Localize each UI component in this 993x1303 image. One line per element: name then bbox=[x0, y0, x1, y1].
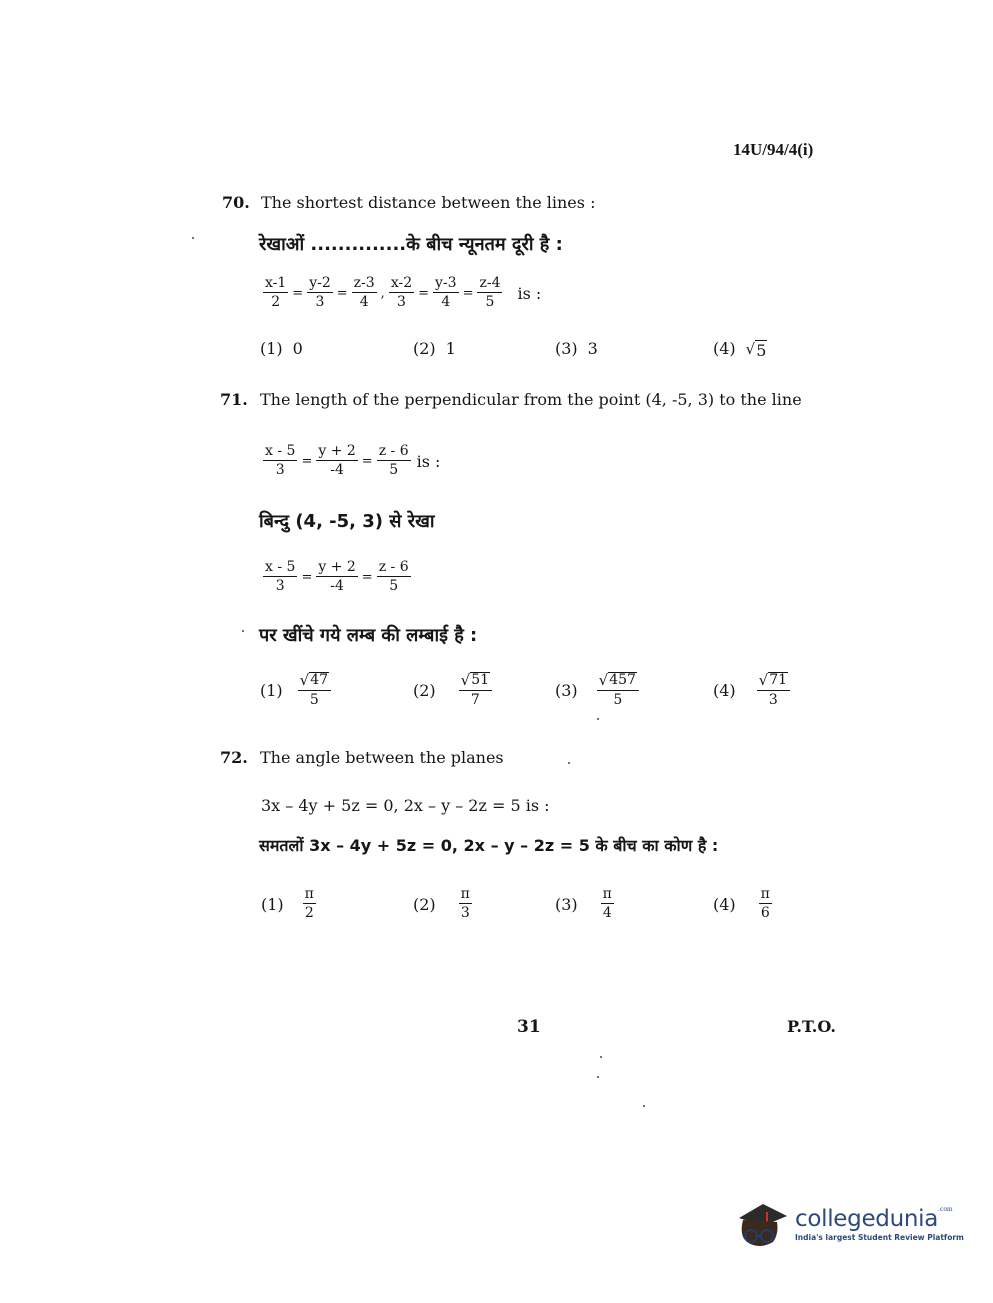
fraction: $\frac{\pi}{6}$ bbox=[760, 886, 770, 922]
fraction: √ 47 5 bbox=[298, 672, 331, 709]
logo-suffix: .com bbox=[938, 1206, 953, 1213]
fraction: $\frac{\pi}{3}$ bbox=[460, 886, 470, 922]
page-number: 31 bbox=[517, 1017, 541, 1037]
scan-speck bbox=[600, 1056, 602, 1058]
question-71-option-3[interactable]: (3) √ 457 5 bbox=[555, 672, 640, 709]
question-71-option-2[interactable]: (2) √ 51 7 bbox=[413, 672, 493, 709]
scan-speck bbox=[643, 1105, 645, 1107]
question-71-line-equation: $\frac{x - 5}{3}$ = $\frac{y + 2}{-4}$ = $\frac{z - 6}{5}$ is : bbox=[265, 443, 441, 479]
fraction: $\frac{y + 2}{-4}$ bbox=[318, 559, 356, 595]
scan-speck bbox=[192, 237, 194, 239]
question-72-option-1[interactable]: (1) $\frac{\pi}{2}$ bbox=[261, 886, 314, 922]
question-71-option-4[interactable]: (4) √ 71 3 bbox=[713, 672, 791, 709]
question-70-hindi: रेखाओं ..............के बीच न्यूनतम दूरी है : bbox=[259, 234, 563, 255]
fraction: $\frac{y-3}{4}$ bbox=[435, 275, 457, 311]
scan-speck bbox=[597, 718, 599, 720]
question-71-line-equation-hindi: $\frac{x - 5}{3}$ = $\frac{y + 2}{-4}$ = $\frac{z - 6}{5}$ bbox=[265, 559, 409, 595]
logo-name: collegedunia bbox=[795, 1206, 939, 1232]
fraction: $\frac{\pi}{4}$ bbox=[602, 886, 612, 922]
question-71-hindi-line-2: पर खींचे गये लम्ब की लम्बाई है : bbox=[259, 625, 478, 646]
question-72-number: 72. bbox=[220, 748, 248, 767]
fraction: $\frac{z - 6}{5}$ bbox=[378, 443, 409, 479]
question-70-option-3[interactable]: (3) 3 bbox=[555, 339, 598, 358]
question-70-option-2[interactable]: (2) 1 bbox=[413, 339, 456, 358]
question-71-text: The length of the perpendicular from the point (4, -5, 3) to the line bbox=[260, 390, 802, 409]
scan-speck bbox=[597, 1076, 599, 1078]
question-72-text: The angle between the planes bbox=[260, 748, 504, 767]
question-71-number: 71. bbox=[220, 390, 248, 409]
fraction: $\frac{y-2}{3}$ bbox=[309, 275, 331, 311]
fraction: $\frac{x-1}{2}$ bbox=[265, 275, 287, 311]
question-70-number: 70. bbox=[222, 193, 250, 212]
fraction: √ 457 5 bbox=[597, 672, 639, 709]
fraction: $\frac{x - 5}{3}$ bbox=[265, 559, 296, 595]
fraction: $\frac{\pi}{2}$ bbox=[304, 886, 314, 922]
question-72-option-3[interactable]: (3) $\frac{\pi}{4}$ bbox=[555, 886, 612, 922]
collegedunia-logo[interactable] bbox=[733, 1196, 964, 1252]
sqrt-expression: √ 5 bbox=[745, 340, 767, 360]
question-72-hindi: समतलों 3x – 4y + 5z = 0, 2x – y – 2z = 5 के बीच का कोण है : bbox=[259, 836, 719, 855]
scan-speck bbox=[242, 630, 244, 632]
fraction: $\frac{z-4}{5}$ bbox=[479, 275, 501, 311]
question-72-equation: 3x – 4y + 5z = 0, 2x – y – 2z = 5 is : bbox=[261, 796, 550, 815]
fraction: $\frac{z-3}{4}$ bbox=[353, 275, 375, 311]
fraction: √ 51 7 bbox=[459, 672, 492, 709]
logo-tagline: India's largest Student Review Platform bbox=[795, 1233, 964, 1242]
fraction: $\frac{z - 6}{5}$ bbox=[378, 559, 409, 595]
paper-code: 14U/94/4(i) bbox=[733, 140, 814, 159]
pto-label: P.T.O. bbox=[787, 1017, 836, 1036]
mascot-icon bbox=[733, 1196, 789, 1252]
fraction: $\frac{y + 2}{-4}$ bbox=[318, 443, 356, 479]
question-70-option-4[interactable]: (4) √ 5 bbox=[713, 339, 767, 360]
question-71-hindi-line-1: बिन्दु (4, -5, 3) से रेखा bbox=[259, 511, 435, 532]
fraction: $\frac{x-2}{3}$ bbox=[390, 275, 413, 311]
fraction: √ 71 3 bbox=[757, 672, 790, 709]
question-70-text: The shortest distance between the lines : bbox=[261, 193, 596, 212]
question-70-lines-equation: $\frac{x-1}{2}$ = $\frac{y-2}{3}$ = $\frac{z-3}{4}$ , $\frac{x-2}{3}$ = $\frac{y-3}{4}$ = $\frac{z-4}{5}$ is : bbox=[265, 275, 542, 311]
question-71-option-1[interactable]: (1) √ 47 5 bbox=[260, 672, 332, 709]
fraction: $\frac{x - 5}{3}$ bbox=[265, 443, 296, 479]
scan-speck bbox=[568, 762, 570, 764]
question-72-option-4[interactable]: (4) $\frac{\pi}{6}$ bbox=[713, 886, 770, 922]
question-72-option-2[interactable]: (2) $\frac{\pi}{3}$ bbox=[413, 886, 470, 922]
question-70-option-1[interactable]: (1) 0 bbox=[260, 339, 303, 358]
